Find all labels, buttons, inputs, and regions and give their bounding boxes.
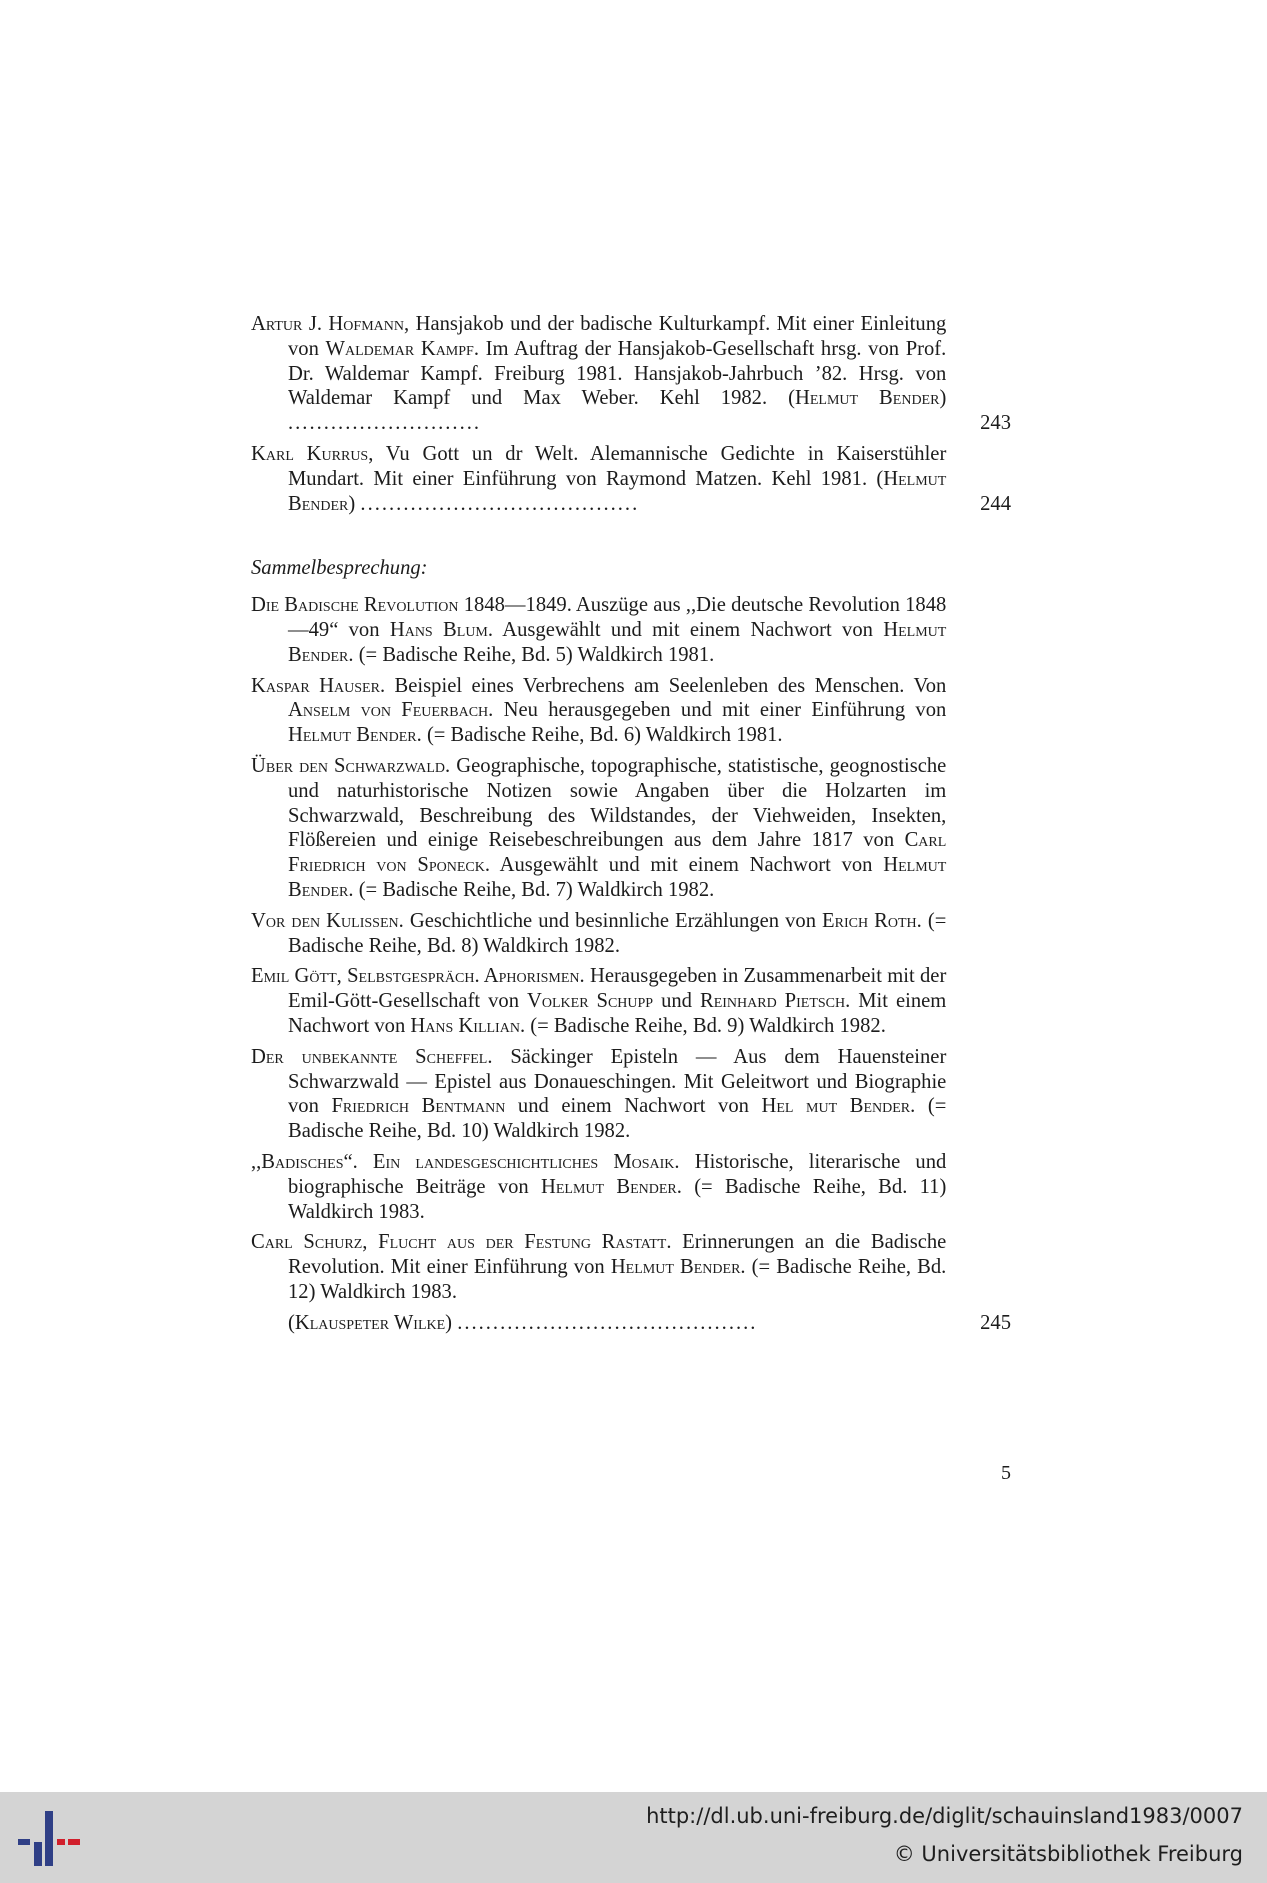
dot-leaders: ........................... (288, 412, 482, 435)
person-name: Friedrich Bentmann (331, 1095, 506, 1118)
entry-text (251, 1311, 946, 1336)
entry-description: 1848—1849. Auszüge aus ,,Die deutsche Revolution 1848—49“ von (288, 594, 947, 641)
person-name: Hans Killian (410, 1014, 520, 1037)
ub-freiburg-logo-icon (14, 1806, 82, 1870)
person-name: Erich Roth (822, 909, 917, 932)
entry-text (251, 1230, 946, 1304)
entry-description: . Ausgewählt und mit einem Nachwort von (487, 618, 884, 641)
entry-description: und einem Nachwort von (505, 1095, 762, 1118)
entry-description: . (= Badische Reihe, Bd. 11) Waldkirch 1983. (288, 1175, 947, 1223)
book-title: Über den Schwarzwald (251, 754, 446, 777)
toc-entry (251, 674, 1011, 748)
author-name: Artur J. Hofmann (251, 313, 404, 335)
entry-description: . (= Badische Reihe, Bd. 7) Waldkirch 1982. (348, 878, 715, 901)
entry-description: . (= Badische Reihe, Bd. 12) Waldkirch 1983. (288, 1256, 947, 1303)
reviewer-name: Klauspeter Wilke (294, 1311, 446, 1334)
entry-description: . (= Badische Reihe, Bd. 8) Waldkirch 1982. (288, 909, 947, 957)
entry-description: und (653, 990, 700, 1013)
paren-close: ) (939, 387, 947, 410)
book-title: Die Badische Revolution (251, 594, 459, 617)
entry-description: . (= Badische Reihe, Bd. 10) Waldkirch 1982. (288, 1095, 947, 1143)
person-name: Helmut Bender (288, 854, 947, 901)
book-title: Carl Schurz, Flucht aus der Festung Rastatt (251, 1231, 667, 1254)
toc-entry (251, 1150, 1011, 1224)
paren-close: ) (445, 1311, 453, 1334)
page-reference: 244 (980, 492, 1011, 515)
entry-description: . Herausgegeben in Zusammenarbeit mit der Emil-Gött-Gesellschaft von (288, 965, 947, 1013)
person-name: Helmut Bender (610, 1256, 741, 1279)
paren-close: ) (348, 492, 356, 515)
toc-entry (251, 909, 1011, 959)
person-name: Reinhard Pietsch (699, 990, 846, 1013)
paren-open: ( (288, 1311, 295, 1334)
copyright-notice: © Universitätsbibliothek Freiburg (893, 1842, 1243, 1866)
entry-description: , Vu Gott un dr Welt. Alemannische Gedichte in Kaiserstühler Mundart. Mit einer Einführung von Raymond Matzen. Kehl 1981. ( (288, 442, 947, 490)
editor-name: Waldemar Kampf (325, 337, 474, 360)
person-name: Helmut Bender (541, 1175, 677, 1198)
entry-text (251, 312, 946, 436)
toc-entry (251, 1230, 1011, 1304)
entry-text (251, 1150, 946, 1224)
entry-description: . Im Auftrag der Hansjakob-Gesellschaft hrsg. von Prof. Dr. Waldemar Kampf. Freiburg 1981. Hansjakob-Jahrbuch ’82. Hrsg. von Waldemar Kampf und Max Weber. Kehl 1982. ( (288, 337, 947, 410)
book-title: ,,Badisches“. Ein landesgeschichtliches Mosaik (251, 1150, 675, 1173)
person-name: Anselm von Feuerbach (288, 699, 489, 722)
book-title: Kaspar Hauser (251, 674, 380, 697)
person-name: Helmut Bender (288, 618, 947, 666)
page-reference: 243 (980, 412, 1011, 435)
entry-description: . Mit einem Nachwort von (288, 990, 947, 1037)
toc-entry (251, 593, 1011, 667)
page-number: 5 (1001, 1462, 1011, 1484)
person-name: Carl Friedrich von Sponeck (288, 829, 947, 877)
toc-entry (251, 442, 1011, 516)
book-title: Emil Gött, Selbstgespräch. Aphorismen (251, 965, 580, 988)
entry-text (251, 593, 946, 667)
person-name: Hans Blum (389, 618, 488, 641)
toc-entry-reviewer (251, 1311, 1011, 1336)
entry-description: . (= Badische Reihe, Bd. 5) Waldkirch 1981. (348, 643, 715, 666)
entry-description: . (= Badische Reihe, Bd. 9) Waldkirch 1982. (519, 1014, 886, 1037)
dot-leaders: .......................................... (457, 1311, 758, 1334)
entry-description: . Historische, literarische und biographische Beiträge von (288, 1150, 947, 1198)
toc-entry (251, 1045, 1011, 1144)
person-name: Volker Schupp (527, 990, 654, 1013)
page-reference: 245 (980, 1311, 1011, 1334)
dot-leaders: ....................................... (360, 492, 640, 515)
entry-description: , Hansjakob und der badische Kulturkampf. Mit einer Einleitung von (288, 313, 947, 360)
entry-text (251, 442, 946, 516)
section-title: Sammelbesprechung: (251, 557, 428, 580)
reviewer-name: Helmut Bender (794, 387, 940, 410)
source-url-link[interactable]: http://dl.ub.uni-freiburg.de/diglit/schauinsland1983/0007 (646, 1804, 1243, 1828)
entry-description: . Beispiel eines Verbrechens am Seelenleben des Menschen. Von (379, 674, 947, 697)
entry-description: . Erinnerungen an die Badische Revolution. Mit einer Einführung von (288, 1231, 947, 1279)
entry-text (251, 909, 946, 959)
entry-description: . Ausgewählt und mit einem Nachwort von (484, 854, 884, 877)
person-name: Hel mut Bender (761, 1095, 911, 1118)
entry-description: . Neu herausgegeben und mit einer Einführung von (488, 699, 947, 722)
toc-entry (251, 964, 1011, 1038)
entry-text (251, 964, 946, 1038)
book-title: Der unbekannte Scheffel (251, 1045, 488, 1068)
footer-bar (0, 1792, 1267, 1883)
entry-description: . Geographische, topographische, statistische, geognostische und naturhistorische Notizen sowie Angaben über die Holzarten im Schwarzwald, Beschreibung des Wildstandes, der Viehweiden, Insekten, Flößereien und einige Reisebeschreibungen aus dem Jahre 1817 von (288, 754, 947, 852)
entry-description: . Geschichtliche und besinnliche Erzählungen von (398, 909, 823, 932)
entry-text (251, 1045, 946, 1144)
toc-entry (251, 312, 1011, 436)
entry-description: . Säckinger Episteln — Aus dem Hauensteiner Schwarzwald — Epistel aus Donaueschingen. Mit Geleitwort und Biographie von (288, 1045, 947, 1118)
book-title: Vor den Kulissen (251, 909, 399, 932)
author-name: Karl Kurrus (251, 442, 369, 465)
toc-entry (251, 754, 1011, 903)
entry-text (251, 674, 946, 748)
entry-description: . (= Badische Reihe, Bd. 6) Waldkirch 1981. (416, 724, 783, 747)
reviewer-name: Helmut Bender (288, 467, 947, 515)
entry-text (251, 754, 946, 903)
person-name: Helmut Bender (288, 724, 417, 747)
table-of-contents (251, 312, 1011, 1341)
